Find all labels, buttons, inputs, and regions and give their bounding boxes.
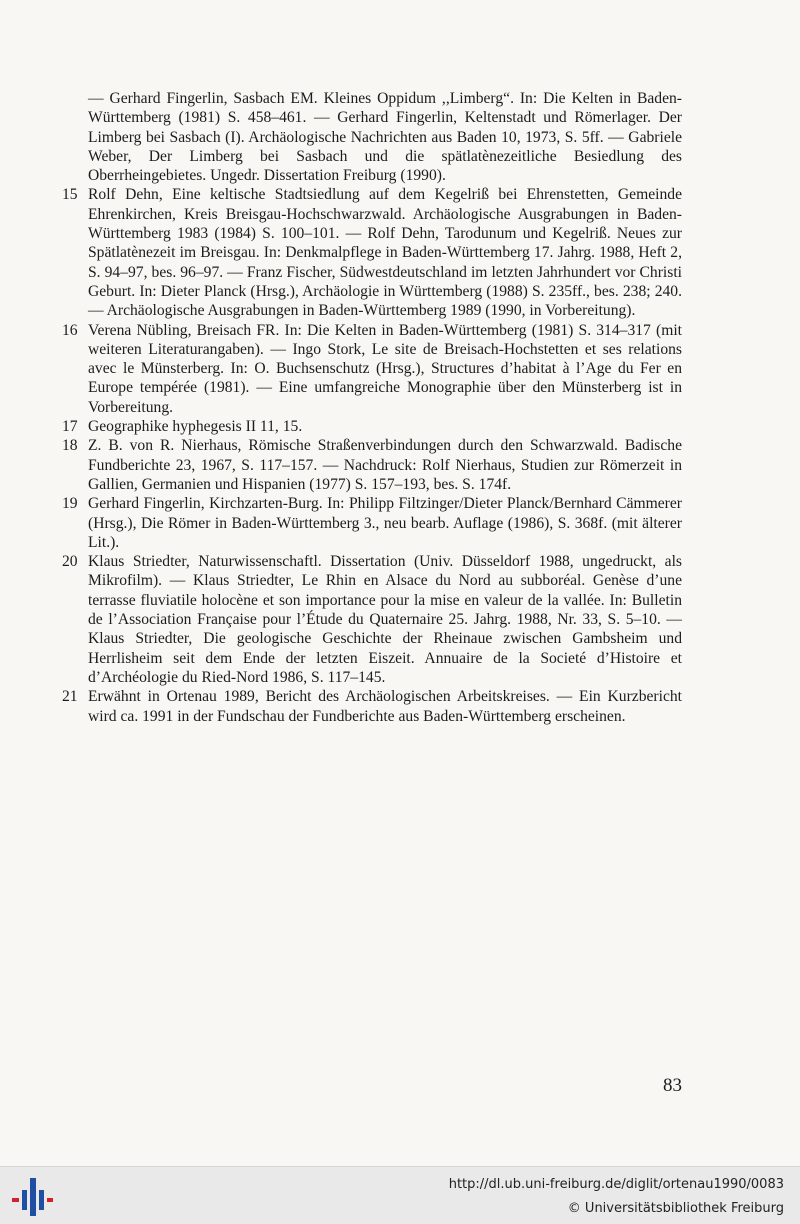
footnote-number: 21 <box>62 688 78 706</box>
footnote-text: Erwähnt in Ortenau 1989, Bericht des Archäologischen Arbeitskreises. — Ein Kurzbericht wird ca. 1991 in der Fundschau der Fundberichte aus Baden-Württemberg erscheinen. <box>88 688 682 725</box>
footnote-20 <box>62 552 682 687</box>
footnote-text: Verena Nübling, Breisach FR. In: Die Kelten in Baden-Württemberg (1981) S. 314–317 (mit weiteren Literaturangaben). — Ingo Stork, Le site de Breisach-Hochstetten et ses relations avec le Münsterberg. In: O. Buchsenschutz (Hrsg.), Structures d’habitat à l’Age du Fer en Europe tempérée (1981). — Eine umfangreiche Monographie über den Münsterberg ist in Vorbereitung. <box>88 321 682 416</box>
footnote-18 <box>62 436 682 494</box>
footnote-text: — Gerhard Fingerlin, Sasbach EM. Kleines Oppidum ,,Limberg“. In: Die Kelten in Baden-Württemberg (1981) S. 458–461. — Gerhard Fingerlin, Keltenstadt und Römerlager. Der Limberg bei Sasbach (I). Archäologische Nachrichten aus Baden 10, 1973, S. 5ff. — Gabriele Weber, Der Limberg bei Sasbach und die spätlatènezeitliche Besiedlung des Oberrheingebietes. Ungedr. Dissertation Freiburg (1990). <box>88 90 682 185</box>
footnote-text: Klaus Striedter, Naturwissenschaftl. Dissertation (Univ. Düsseldorf 1988, ungedruckt, als Mikrofilm). — Klaus Striedter, Le Rhin en Alsace du Nord au subboréal. Genèse d’une terrasse fluviatile holocène et son importance pour la mise en valeur de la vallée. In: Bulletin de l’Association Française pour l’Étude du Quaternaire 25. Jahrg. 1988, Nr. 33, S. 5–10. — Klaus Striedter, Die geologische Geschichte der Rheinaue zwischen Gambsheim und Herrlisheim seit dem Ende der letzten Eiszeit. Annuaire de la Societé d’Histoire et d’Archéologie du Ried-Nord 1986, S. 117–145. <box>88 553 682 686</box>
footnote-text: Gerhard Fingerlin, Kirchzarten-Burg. In: Philipp Filtzinger/Dieter Planck/Bernhard Cämmerer (Hrsg.), Die Römer in Baden-Württemberg 3., neu bearb. Auflage (1986), S. 368f. (mit älterer Lit.). <box>88 495 682 551</box>
footnote-16 <box>62 321 682 417</box>
footnote-21 <box>62 687 682 726</box>
library-logo-icon <box>10 1176 54 1218</box>
footnote-number: 16 <box>62 321 78 339</box>
copyright-text: © Universitätsbibliothek Freiburg <box>567 1201 784 1216</box>
source-url-link[interactable]: http://dl.ub.uni-freiburg.de/diglit/ortenau1990/0083 <box>448 1177 784 1192</box>
footnote-14-continued <box>62 89 682 185</box>
footnote-number: 15 <box>62 186 78 204</box>
footnote-19 <box>62 494 682 552</box>
footnote-number: 17 <box>62 418 78 436</box>
footnote-number: 20 <box>62 553 78 571</box>
footnote-number <box>62 89 88 185</box>
footnote-number: 19 <box>62 495 78 513</box>
footnote-15 <box>62 185 682 320</box>
footnote-text: Geographike hyphegesis II 11, 15. <box>88 418 303 436</box>
footnote-17 <box>62 417 682 436</box>
footnote-text: Rolf Dehn, Eine keltische Stadtsiedlung auf dem Kegelriß bei Ehrenstetten, Gemeinde Ehrenkirchen, Kreis Breisgau-Hochschwarzwald. Archäologische Ausgrabungen in Baden-Württemberg 1983 (1984) S. 100–101. — Rolf Dehn, Tarodunum und Kegelriß. Neues zur Spätlatènezeit im Breisgau. In: Denkmalpflege in Baden-Württemberg 17. Jahrg. 1988, Heft 2, S. 94–97, bes. 96–97. — Franz Fischer, Südwestdeutschland im letzten Jahrhundert vor Christi Geburt. In: Dieter Planck (Hrsg.), Archäologie in Württemberg (1988) S. 235ff., bes. 238; 240.— Archäologische Ausgrabungen in Baden-Württemberg 1989 (1990, in Vorbereitung). <box>88 186 682 320</box>
footnote-number: 18 <box>62 437 78 455</box>
footnotes-list <box>62 89 682 726</box>
library-footer <box>0 1166 800 1224</box>
page-number: 83 <box>663 1075 682 1096</box>
footnote-text: Z. B. von R. Nierhaus, Römische Straßenverbindungen durch den Schwarzwald. Badische Fundberichte 23, 1967, S. 117–157. — Nachdruck: Rolf Nierhaus, Studien zur Römerzeit in Gallien, Germanien und Hispanien (1977) S. 157–193, bes. S. 174f. <box>88 437 682 493</box>
